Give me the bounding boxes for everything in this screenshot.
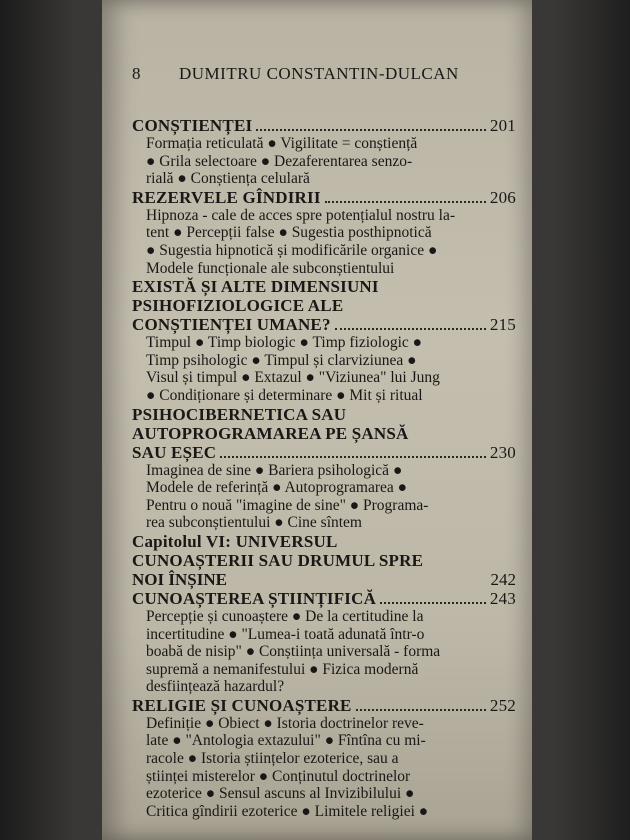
table-of-contents xyxy=(132,116,516,820)
toc-entry-description xyxy=(146,462,516,532)
toc-entry-title-line xyxy=(132,315,516,334)
description-line: rială ● Conștiența celulară xyxy=(146,170,310,188)
toc-entry-title: RELIGIE ȘI CUNOAȘTERE xyxy=(132,695,352,715)
description-line: Timpul ● Timp biologic ● Timp fiziologic ● xyxy=(146,334,423,352)
toc-entry-title: PSIHOCIBERNETICA SAU xyxy=(132,404,347,424)
toc-entry-title-line xyxy=(132,570,516,589)
toc-entry-title: REZERVELE GÎNDIRII xyxy=(132,187,321,207)
toc-entry-title-line xyxy=(132,696,516,715)
toc-entry-title-line xyxy=(132,188,516,207)
toc-entry-page: 201 xyxy=(489,116,516,135)
book-page xyxy=(102,0,532,840)
chapter-title: CUNOAȘTERII SAU DRUMUL SPRE xyxy=(132,550,424,570)
description-line: incertitudine ● "Lumea-i toată adunată într-o xyxy=(146,625,425,643)
toc-entry-page: 252 xyxy=(489,695,516,715)
description-line: late ● "Antologia extazului" ● Fîntîna cu mi- xyxy=(146,732,426,750)
toc-entry xyxy=(132,589,516,696)
toc-entry xyxy=(132,696,516,821)
description-line: supremă a nemanifestului ● Fizica modernă xyxy=(146,660,419,678)
toc-entry-description xyxy=(146,135,516,188)
description-line: științei misterelor ● Conținutul doctrinelor xyxy=(146,767,411,785)
toc-entry-description xyxy=(146,608,516,696)
toc-entry-title: EXISTĂ ȘI ALTE DIMENSIUNI xyxy=(132,277,379,297)
description-line: Timp psihologic ● Timpul și clarviziunea ● xyxy=(146,351,417,369)
description-line: Definiție ● Obiect ● Istoria doctrinelor reve- xyxy=(146,714,424,732)
toc-entry-title-line xyxy=(132,443,516,462)
toc-entry-description xyxy=(146,334,516,404)
running-header xyxy=(132,64,522,84)
description-line: Critica gîndirii ezoterice ● Limitele religiei ● xyxy=(146,802,429,820)
dot-leader xyxy=(220,456,486,458)
description-line: rea subconștientului ● Cine sîntem xyxy=(146,514,362,532)
description-line: Imaginea de sine ● Bariera psihologică ● xyxy=(146,461,403,479)
description-line: Formația reticulată ● Vigilitate = conștiență xyxy=(146,135,418,152)
toc-chapter-entry xyxy=(132,532,516,589)
toc-entry-title: AUTOPROGRAMAREA PE ȘANSĂ xyxy=(132,423,409,443)
description-line: Modele funcționale ale subconștientului xyxy=(146,259,395,277)
description-line: ● Grila selectoare ● Dezaferentarea senzo- xyxy=(146,152,413,170)
description-line: desființează hazardul? xyxy=(146,678,285,696)
toc-entry-title: CONȘTIENȚEI UMANE? xyxy=(132,315,331,335)
dot-leader xyxy=(325,201,486,203)
toc-entry-title-line xyxy=(132,589,516,608)
chapter-title: NOI ÎNȘINE xyxy=(132,569,227,589)
page-number: 8 xyxy=(132,64,141,83)
author-name: DUMITRU CONSTANTIN-DULCAN xyxy=(179,64,459,83)
toc-entry-page: 206 xyxy=(489,187,516,207)
toc-entry-page: 243 xyxy=(489,588,516,608)
dot-leader xyxy=(380,602,486,604)
toc-entry-title-line xyxy=(132,116,516,135)
description-line: tent ● Percepții false ● Sugestia posthipnotică xyxy=(146,224,432,242)
description-line: racole ● Istoria științelor ezoterice, sau a xyxy=(146,750,399,768)
toc-entry xyxy=(132,116,516,188)
toc-entry-page: 215 xyxy=(489,315,516,335)
toc-entry-description xyxy=(146,207,516,277)
description-line: Modele de referință ● Autoprogramarea ● xyxy=(146,479,408,497)
chapter-title: Capitolul VI: UNIVERSUL xyxy=(132,531,338,551)
description-line: Percepție și cunoaștere ● De la certitudine la xyxy=(146,607,424,625)
dot-leader xyxy=(256,129,486,131)
description-line: boabă de nisip" ● Conștiința universală - forma xyxy=(146,643,441,661)
description-line: Pentru o nouă "imagine de sine" ● Programa- xyxy=(146,496,429,514)
description-line: Hipnoza - cale de acces spre potențialul nostru la- xyxy=(146,206,456,224)
toc-entry-title: CONȘTIENȚEI xyxy=(132,116,253,135)
toc-entry xyxy=(132,277,516,404)
description-line: Visul și timpul ● Extazul ● "Viziunea" lui Jung xyxy=(146,369,440,387)
toc-entry-description xyxy=(146,715,516,821)
toc-entry-page: 230 xyxy=(489,442,516,462)
toc-entry-title: CUNOAȘTEREA ȘTIINȚIFICĂ xyxy=(132,588,377,608)
toc-entry-title: PSIHOFIZIOLOGICE ALE xyxy=(132,296,344,316)
description-line: ● Sugestia hipnotică și modificările organice ● xyxy=(146,241,438,259)
dot-leader xyxy=(335,328,486,330)
toc-entry-title: SAU EȘEC xyxy=(132,442,217,462)
toc-entry-page: 242 xyxy=(490,569,516,589)
toc-entry xyxy=(132,405,516,532)
toc-entry xyxy=(132,188,516,277)
description-line: ezoterice ● Sensul ascuns al Invizibilului ● xyxy=(146,785,415,803)
description-line: ● Condiționare și determinare ● Mit și ritual xyxy=(146,386,423,404)
dot-leader xyxy=(356,709,486,711)
